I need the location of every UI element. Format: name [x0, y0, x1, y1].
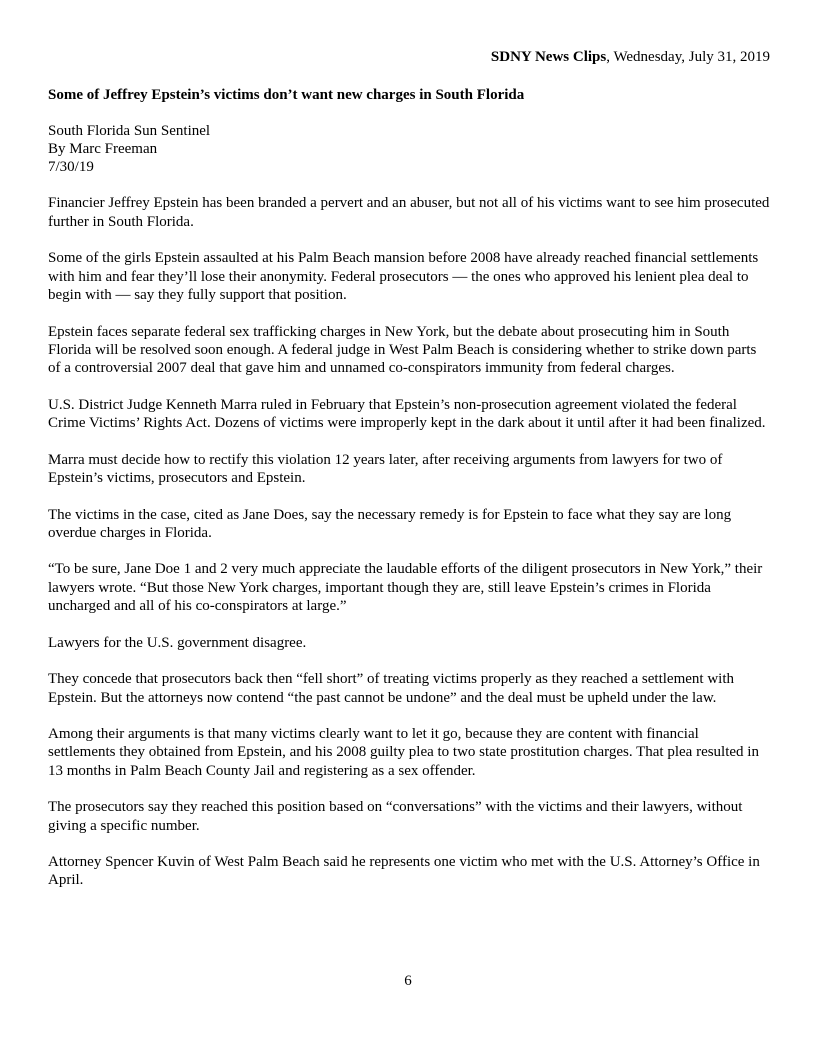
- article-byline: By Marc Freeman: [48, 140, 158, 157]
- article-paragraph: Attorney Spencer Kuvin of West Palm Beach said he represents one victim who met with the U.S. Attorney’s Office in April.: [48, 854, 760, 889]
- article-paragraph: “To be sure, Jane Doe 1 and 2 very much appreciate the laudable efforts of the diligent prosecutors in New York,” their lawyers wrote. “But those New York charges, important though they are, still leave Epstein’s crimes in Florida uncharged and all of his co-conspirators at large.”: [48, 561, 763, 615]
- article-source: South Florida Sun Sentinel: [48, 122, 211, 139]
- article-paragraph: The victims in the case, cited as Jane Does, say the necessary remedy is for Epstein to face what they say are long overdue charges in Florida.: [48, 506, 732, 541]
- article-title: Some of Jeffrey Epstein’s victims don’t want new charges in South Florida: [48, 87, 525, 104]
- article-date: 7/30/19: [48, 159, 94, 176]
- article-paragraph: The prosecutors say they reached this position based on “conversations” with the victims and their lawyers, without giving a specific number.: [48, 799, 743, 834]
- article-paragraph: Marra must decide how to rectify this violation 12 years later, after receiving arguments from lawyers for two of Epstein’s victims, prosecutors and Epstein.: [48, 451, 723, 486]
- article-meta: [48, 122, 770, 177]
- article-body: [48, 194, 770, 889]
- clip-header: [48, 48, 770, 66]
- document-page: [48, 48, 770, 908]
- article-paragraph: Financier Jeffrey Epstein has been branded a pervert and an abuser, but not all of his victims want to see him prosecuted further in South Florida.: [48, 195, 770, 230]
- page-number: 6: [404, 973, 412, 989]
- article-paragraph: Epstein faces separate federal sex trafficking charges in New York, but the debate about prosecuting him in South Florida will be resolved soon enough. A federal judge in West Palm Beach is considering whether to strike down parts of a controversial 2007 deal that gave him and unnamed co-conspirators immunity from federal charges.: [48, 323, 757, 377]
- publication-name: SDNY News Clips: [490, 49, 607, 65]
- article-paragraph: Lawyers for the U.S. government disagree.: [48, 634, 307, 651]
- article-paragraph: Among their arguments is that many victims clearly want to let it go, because they are content with financial settlements they obtained from Epstein, and his 2008 guilty plea to two state prostitution charges. That plea resulted in 13 months in Palm Beach County Jail and registering as a sex offender.: [48, 726, 759, 779]
- article-paragraph: They concede that prosecutors back then “fell short” of treating victims properly as they reached a settlement with Epstein. But the attorneys now contend “the past cannot be undone” and the deal must be upheld under the law.: [48, 671, 734, 706]
- article-paragraph: U.S. District Judge Kenneth Marra ruled in February that Epstein’s non-prosecution agreement violated the federal Crime Victims’ Rights Act. Dozens of victims were improperly kept in the dark about it until after it had been finalized.: [48, 396, 766, 432]
- header-date: , Wednesday, July 31, 2019: [606, 49, 770, 65]
- article-paragraph: Some of the girls Epstein assaulted at his Palm Beach mansion before 2008 have already reached financial settlements with him and fear they’ll lose their anonymity. Federal prosecutors — the ones who approved his lenient plea deal to begin with — say they fully support that position.: [48, 250, 759, 303]
